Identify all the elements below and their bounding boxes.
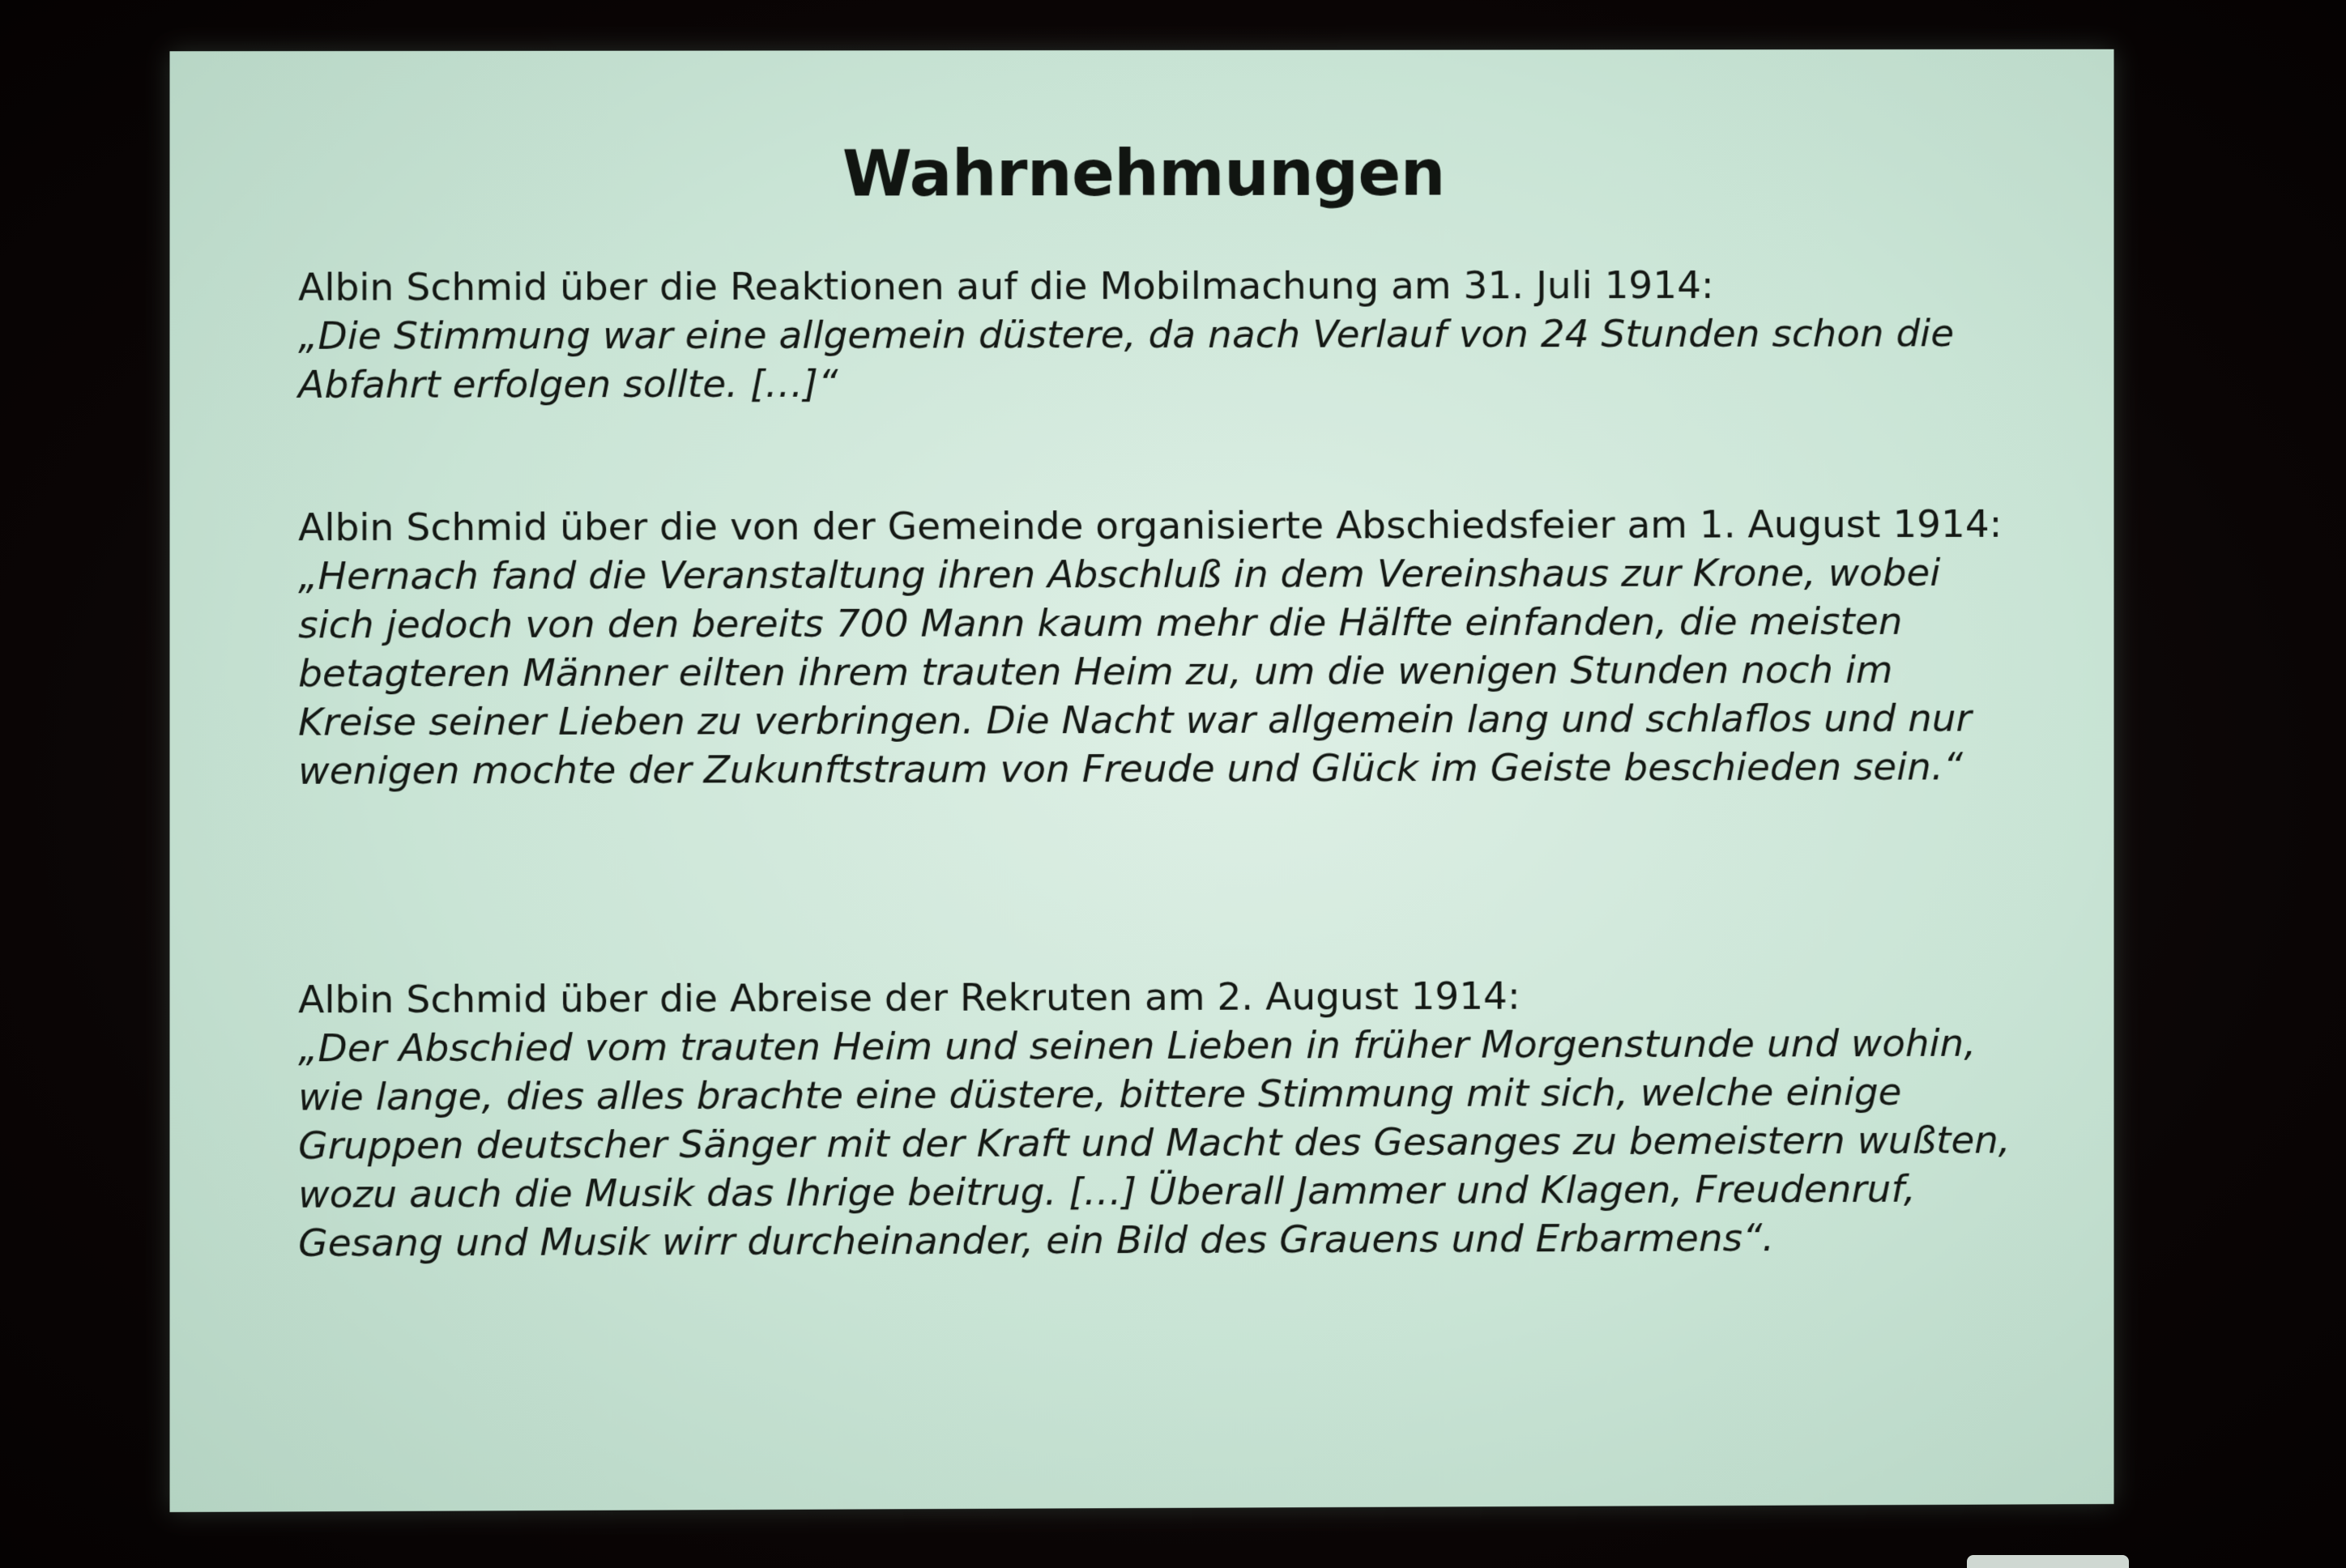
quote-section-mobilization [298,261,2017,410]
section-intro: Albin Schmid über die Abreise der Rekruten am 2. August 1914: [298,974,1521,1023]
slide-title: Wahrnehmungen [842,137,1445,211]
projection-screen [169,49,2114,1512]
section-intro: Albin Schmid über die von der Gemeinde organisierte Abschiedsfeier am 1. August 1914: [298,501,2003,551]
quote-section-recruit-departure [298,971,2017,1268]
stray-light-patch [1967,1555,2129,1568]
section-quote: „Der Abschied vom trauten Heim und seinen Lieben in früher Morgenstunde und wohin, wie lange, dies alles brachte eine düstere, bittere Stimmung mit sich, welche einige Gruppen deutscher Sänger mit der Kraft und Macht des Gesanges zu bemeistern wußten, wozu auch die Musik das Ihrige beitrug. […] Überall Jammer und Klagen, Freudenruf, Gesang und Musik wirr durcheinander, ein Bild des Grauens und Erbarmens“. [298,1020,2011,1266]
quote-section-farewell-celebration [298,501,2017,796]
section-quote: „Hernach fand die Veranstaltung ihren Abschluß in dem Vereinshaus zur Krone, wobei sich jedoch von den bereits 700 Mann kaum mehr die Hälfte einfanden, die meisten betagteren Männer eilten ihrem trauten Heim zu, um die wenigen Stunden noch im Kreise seiner Lieben zu verbringen. Die Nacht war allgemein lang und schlaflos und nur wenigen mochte der Zukunftstraum von Freude und Glück im Geiste beschieden sein.“ [298,550,1972,794]
section-quote: „Die Stimmung war eine allgemein düstere, da nach Verlauf von 24 Stunden schon die Abfahrt erfolgen sollte. […]“ [298,311,1955,407]
section-intro: Albin Schmid über die Reaktionen auf die Mobilmachung am 31. Juli 1914: [298,262,1714,310]
